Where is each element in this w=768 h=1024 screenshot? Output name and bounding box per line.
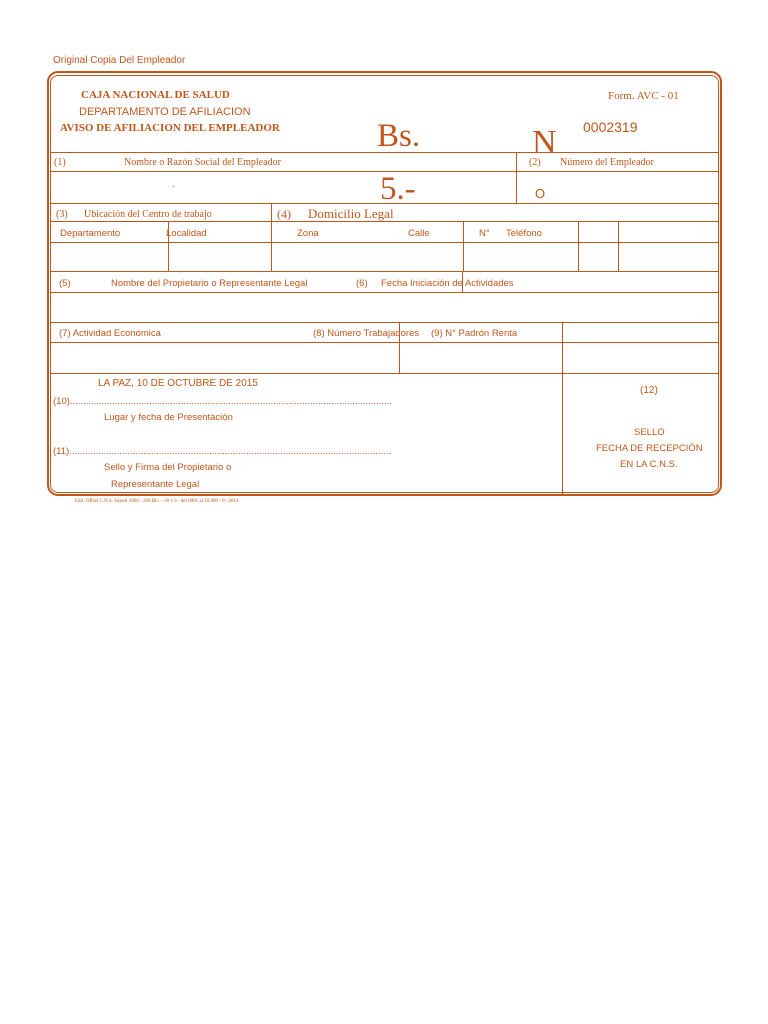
col-calle: Calle [408,228,430,239]
field-10-line: (10).......................................................................................................................... [53,396,392,407]
divider [562,322,563,495]
rule [51,322,718,323]
field-2-label: Número del Empleador [560,157,654,168]
divider [271,203,272,271]
field-1-number: (1) [54,157,66,168]
field-2-value: O [535,186,546,201]
field-5-number: (5) [59,278,71,289]
reception-line-2: FECHA DE RECEPCIÓN [596,443,703,454]
field-4-label: Domicilio Legal [308,206,394,221]
col-localidad: Localidad [166,228,207,239]
reception-line-1: SELLO [634,427,665,438]
col-telefono: Teléfono [506,228,542,239]
field-10-label: Lugar y fecha de Presentación [104,412,233,423]
rule [51,271,718,272]
form-code: Form. AVC - 01 [608,90,679,102]
reception-line-3: EN LA C.N.S. [620,459,678,470]
rule [51,292,718,293]
col-departamento: Departamento [60,228,121,239]
number-sign-stamp: N [532,124,557,161]
field-8-label: (8) Número Trabajadores [313,328,420,339]
place-date-value: LA PAZ, 10 DE OCTUBRE DE 2015 [98,378,258,389]
rule [51,171,718,172]
field-9-label: (9) N° Padrón Renta [431,328,518,339]
col-numero: N° [479,228,490,239]
form-title: AVISO DE AFILIACION DEL EMPLEADOR [60,122,280,134]
field-3-number: (3) [56,209,68,220]
field-5-label: Nombre del Propietario o Representante Legal [111,278,308,289]
field-1-value: . [172,179,175,190]
rule [51,342,718,343]
field-2-number: (2) [529,157,541,168]
rule [51,203,718,204]
field-6-number: (6) [356,278,368,289]
field-11-label-2: Representante Legal [111,479,200,490]
col-zona: Zona [297,228,319,239]
divider [463,221,464,271]
field-11-line: (11).......................................................................................................................... [53,446,392,457]
field-7-label: (7) Actividad Económica [59,328,161,339]
rule [51,373,718,374]
divider [618,221,619,271]
department-name: DEPARTAMENTO DE AFILIACION [79,106,251,118]
rule [51,152,718,153]
currency-stamp: Bs. [377,118,421,154]
field-12-number: (12) [640,385,658,396]
copy-label: Original Copia Del Empleador [53,55,186,66]
divider [578,221,579,271]
divider [516,152,517,203]
serial-number: 0002319 [583,119,638,135]
field-11-label-1: Sello y Firma del Propietario o [104,462,232,473]
price-stamp: 5.- [380,171,416,207]
footer-print-info: Edit. Offset C.N.S. Sopori 1066 - 200 Blc. - 50 x 3 - del 0001 al 10.000 - 9 / 2014 [75,499,239,504]
field-3-label: Ubicación del Centro de trabajo [84,209,212,220]
org-name: CAJA NACIONAL DE SALUD [81,89,230,101]
field-1-label: Nombre o Razón Social del Empleador [124,157,281,168]
field-4-number: (4) [277,207,291,221]
field-6-label: Fecha Iniciación de Actividades [381,278,514,289]
